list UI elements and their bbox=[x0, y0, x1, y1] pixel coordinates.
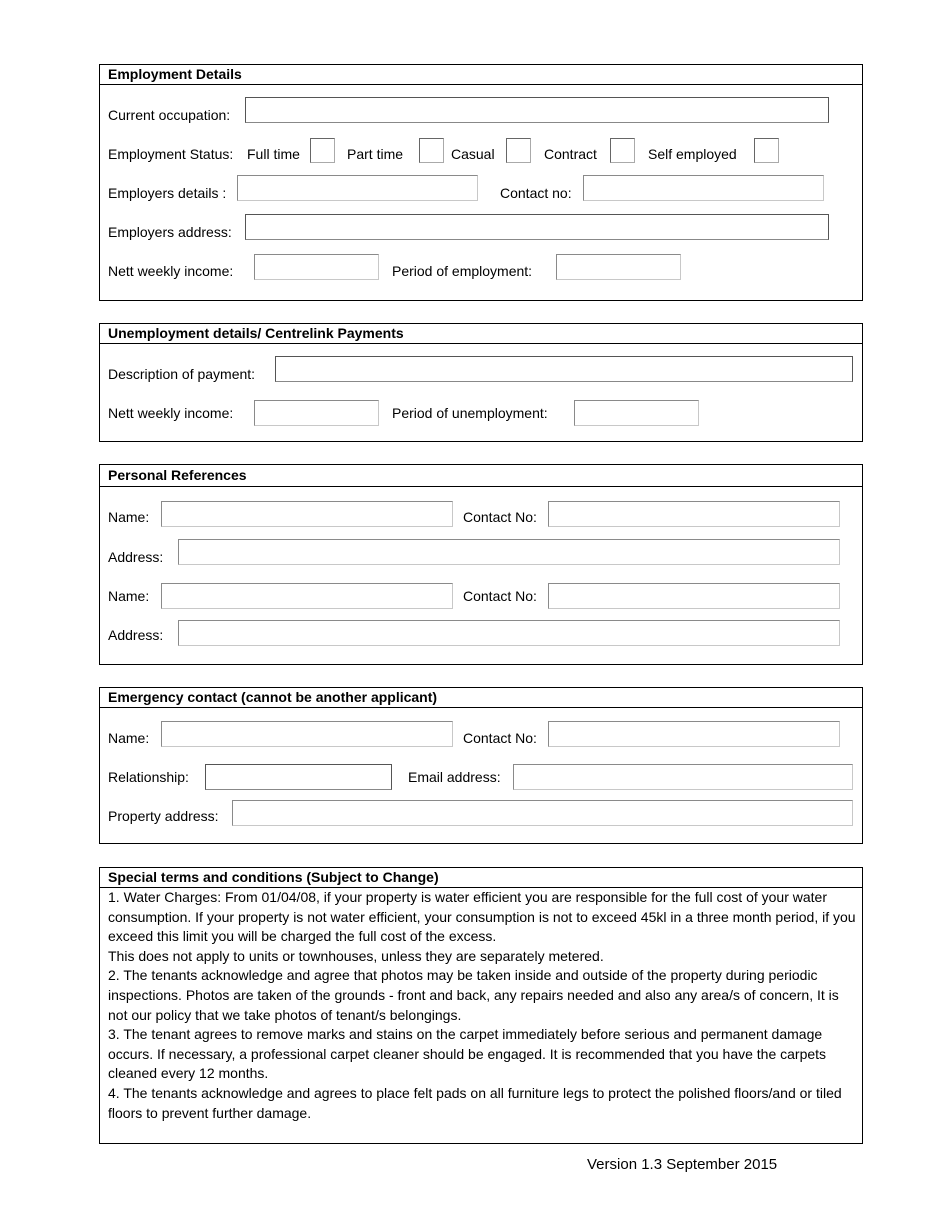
email-address-label: Email address: bbox=[408, 769, 501, 785]
reference-1-contact-label: Contact No: bbox=[463, 509, 537, 525]
reference-2-name-label: Name: bbox=[108, 588, 150, 604]
term-water-charges: 1. Water Charges: From 01/04/08, if your property is water efficient you are responsible for the full cost of your water consumption. If your property is not water efficient, your consumption is not to exceed 45kl in a three month period, if you exceed this limit you will be charged the full cost of the excess. bbox=[108, 889, 856, 945]
section-title: Employment Details bbox=[100, 65, 862, 85]
reference-2-contact-input[interactable] bbox=[548, 583, 840, 609]
status-full-time-checkbox[interactable] bbox=[310, 138, 335, 163]
emergency-contact-section bbox=[99, 687, 863, 844]
period-of-unemployment-input[interactable] bbox=[574, 400, 699, 426]
status-full-time-label: Full time bbox=[247, 146, 300, 162]
reference-1-name-label: Name: bbox=[108, 509, 150, 525]
status-part-time-checkbox[interactable] bbox=[419, 138, 444, 163]
employers-details-input[interactable] bbox=[237, 175, 478, 201]
reference-2-address-label: Address: bbox=[108, 627, 164, 643]
property-address-label: Property address: bbox=[108, 808, 219, 824]
personal-references-section bbox=[99, 464, 863, 665]
unemployment-nett-weekly-income-label: Nett weekly income: bbox=[108, 405, 234, 421]
term-photos: 2. The tenants acknowledge and agree that photos may be taken inside and outside of the property during periodic inspections. Photos are taken of the grounds - front and back, any repairs needed and also any area/s of concern, It is not our policy that we take photos of tenant/s belongings. bbox=[108, 967, 839, 1023]
description-of-payment-input[interactable] bbox=[275, 356, 853, 382]
reference-1-address-label: Address: bbox=[108, 549, 164, 565]
section-title: Unemployment details/ Centrelink Payments bbox=[100, 324, 862, 344]
emergency-contact-label: Contact No: bbox=[463, 730, 537, 746]
section-title: Personal References bbox=[100, 465, 862, 487]
employment-details-section bbox=[99, 64, 863, 301]
employer-contact-label: Contact no: bbox=[500, 185, 572, 201]
reference-2-contact-label: Contact No: bbox=[463, 588, 537, 604]
current-occupation-label: Current occupation: bbox=[108, 107, 231, 123]
reference-2-name-input[interactable] bbox=[161, 583, 453, 609]
email-address-input[interactable] bbox=[513, 764, 853, 790]
unemployment-details-section bbox=[99, 323, 863, 442]
status-self-employed-label: Self employed bbox=[648, 146, 737, 162]
period-of-employment-label: Period of employment: bbox=[392, 263, 533, 279]
status-contract-checkbox[interactable] bbox=[610, 138, 635, 163]
relationship-input[interactable] bbox=[205, 764, 392, 790]
reference-1-name-input[interactable] bbox=[161, 501, 453, 527]
nett-weekly-income-input[interactable] bbox=[254, 254, 379, 280]
reference-2-address-input[interactable] bbox=[178, 620, 840, 646]
section-title: Emergency contact (cannot be another applicant) bbox=[100, 688, 862, 708]
reference-1-contact-input[interactable] bbox=[548, 501, 840, 527]
nett-weekly-income-label: Nett weekly income: bbox=[108, 263, 234, 279]
term-carpet: 3. The tenant agrees to remove marks and stains on the carpet immediately before serious and permanent damage occurs. If necessary, a professional carpet cleaner should be engaged. It is recommended that you have the carpets cleaned every 12 months. bbox=[108, 1026, 827, 1082]
employer-contact-input[interactable] bbox=[583, 175, 824, 201]
status-casual-label: Casual bbox=[451, 146, 495, 162]
current-occupation-input[interactable] bbox=[245, 97, 829, 123]
reference-1-address-input[interactable] bbox=[178, 539, 840, 565]
employers-address-label: Employers address: bbox=[108, 224, 232, 240]
special-terms-section bbox=[99, 867, 863, 1144]
description-of-payment-label: Description of payment: bbox=[108, 366, 256, 382]
property-address-input[interactable] bbox=[232, 800, 853, 826]
status-contract-label: Contract bbox=[544, 146, 597, 162]
status-part-time-label: Part time bbox=[347, 146, 404, 162]
status-self-employed-checkbox[interactable] bbox=[754, 138, 779, 163]
term-units-exception: This does not apply to units or townhouses, unless they are separately metered. bbox=[108, 947, 604, 964]
section-title: Special terms and conditions (Subject to Change) bbox=[100, 868, 862, 888]
terms-text bbox=[108, 888, 856, 1123]
period-of-employment-input[interactable] bbox=[556, 254, 681, 280]
emergency-name-label: Name: bbox=[108, 730, 150, 746]
period-of-unemployment-label: Period of unemployment: bbox=[392, 405, 548, 421]
employers-details-label: Employers details : bbox=[108, 185, 227, 201]
unemployment-nett-weekly-income-input[interactable] bbox=[254, 400, 379, 426]
emergency-contact-input[interactable] bbox=[548, 721, 840, 747]
employers-address-input[interactable] bbox=[245, 214, 829, 240]
status-casual-checkbox[interactable] bbox=[506, 138, 531, 163]
term-felt-pads: 4. The tenants acknowledge and agrees to place felt pads on all furniture legs to protect the polished floors/and or tiled floors to prevent further damage. bbox=[108, 1084, 842, 1121]
relationship-label: Relationship: bbox=[108, 769, 189, 785]
emergency-name-input[interactable] bbox=[161, 721, 453, 747]
employment-status-label: Employment Status: bbox=[108, 146, 234, 162]
version-footer: Version 1.3 September 2015 bbox=[587, 1156, 778, 1173]
